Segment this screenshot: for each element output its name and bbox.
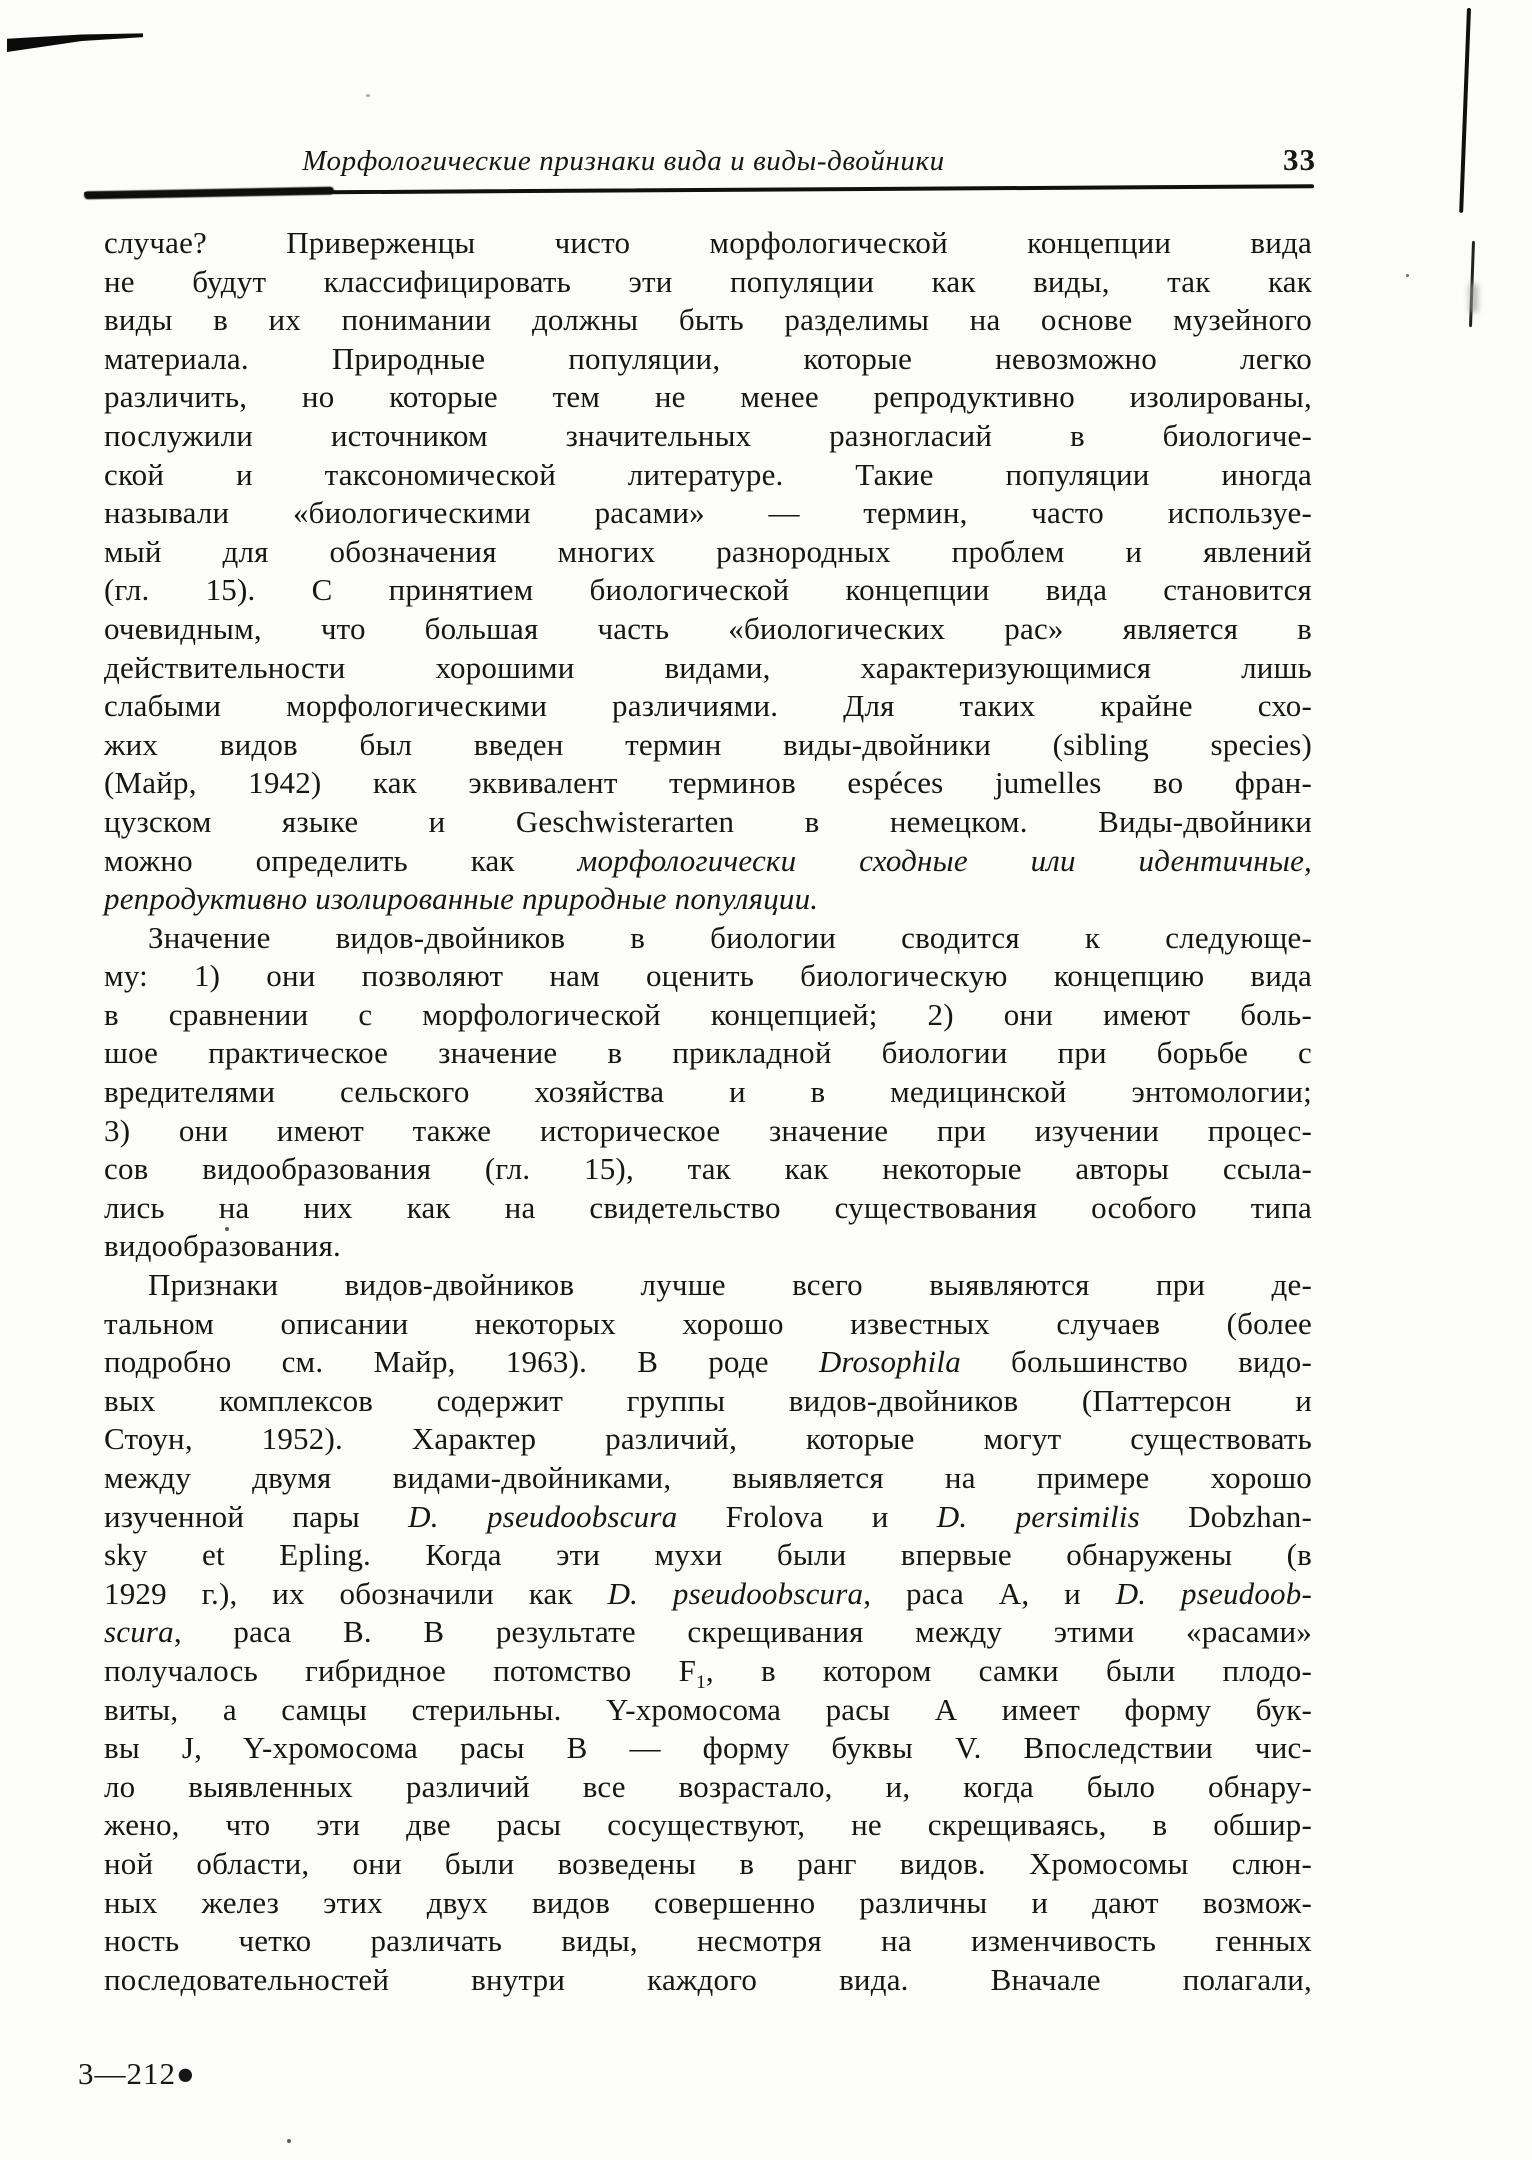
- running-head-title: Морфологические признаки вида и виды-двойники: [302, 145, 945, 177]
- scan-artifact-speck: [287, 2139, 291, 2143]
- text-segment: вредителями сельского хозяйства и в медицинской энтомологии;: [104, 1074, 1312, 1110]
- text-segment: тальном описании некоторых хорошо известных случаев (более: [104, 1305, 1312, 1341]
- text-line: [104, 610, 1312, 649]
- text-segment: получалось гибридное потомство F: [104, 1652, 697, 1688]
- text-line: [104, 957, 1312, 996]
- text-segment: большинство видо-: [960, 1344, 1312, 1380]
- text-segment: , раса А, и: [863, 1575, 1116, 1611]
- text-line: [104, 687, 1312, 726]
- scan-artifact-smudge: [1469, 284, 1478, 312]
- text-segment: действительности хорошими видами, характеризующимися лишь: [104, 649, 1312, 685]
- text-line: [104, 1073, 1312, 1112]
- text-segment: лись на них как на свидетельство существования особого типа: [104, 1189, 1312, 1225]
- text-segment: не будут классифицировать эти популяции как виды, так как: [104, 263, 1312, 299]
- text-segment: 1: [696, 1672, 706, 1694]
- text-segment: му: 1) они позволяют нам оценить биологическую концепцию вида: [104, 958, 1312, 994]
- text-segment: (Майр, 1942) как эквивалент терминов espéces jumelles во фран-: [104, 765, 1312, 801]
- text-line: [104, 571, 1312, 610]
- text-line: [104, 263, 1312, 302]
- text-line: [104, 996, 1312, 1035]
- text-line: [104, 1150, 1312, 1189]
- text-segment: Значение видов-двойников в биологии сводится к следующе-: [148, 919, 1312, 955]
- text-line: [104, 764, 1312, 803]
- header-rule: [84, 184, 1314, 196]
- text-line: [104, 456, 1312, 495]
- text-segment: scura: [104, 1614, 174, 1650]
- text-line: [104, 919, 1312, 958]
- text-line: [104, 1112, 1312, 1151]
- text-segment: ло выявленных различий все возрастало, и, когда было обнару-: [104, 1768, 1312, 1804]
- text-line: [104, 1382, 1312, 1421]
- text-segment: ской и таксономической литературе. Такие популяции иногда: [104, 456, 1312, 492]
- text-segment: ность четко различать виды, несмотря на изменчивость генных: [104, 1923, 1312, 1959]
- text-segment: жено, что эти две расы сосуществуют, не скрещиваясь, в обшир-: [104, 1807, 1312, 1843]
- text-line: [104, 1922, 1312, 1961]
- text-segment: вых комплексов содержит группы видов-двойников (Паттерсон и: [104, 1382, 1312, 1418]
- text-segment: ных желез этих двух видов совершенно различны и дают возмож-: [104, 1884, 1312, 1920]
- text-segment: очевидным, что большая часть «биологических рас» является в: [104, 610, 1312, 646]
- text-segment: случае? Приверженцы чисто морфологической концепции вида: [104, 225, 1312, 260]
- page-header: [104, 142, 1316, 178]
- text-line: [104, 1729, 1312, 1768]
- scan-artifact-page-edge-line: [1459, 8, 1471, 213]
- text-segment: слабыми морфологическими различиями. Для таких крайне схо-: [104, 688, 1312, 724]
- text-segment: мый для обозначения многих разнородных проблем и явлений: [104, 533, 1312, 569]
- text-line: [104, 1343, 1312, 1382]
- text-segment: Стоун, 1952). Характер различий, которые могут существовать: [104, 1421, 1312, 1457]
- text-line: [104, 1034, 1312, 1073]
- text-segment: жих видов был введен термин виды-двойники (sibling species): [104, 726, 1312, 762]
- text-line: [104, 1459, 1312, 1498]
- text-segment: D. persimilis: [936, 1498, 1140, 1534]
- text-segment: сов видообразования (гл. 15), так как некоторые авторы ссыла-: [104, 1151, 1312, 1187]
- text-line: [104, 1884, 1312, 1923]
- text-segment: 3) они имеют также историческое значение при изучении процес-: [104, 1112, 1312, 1148]
- text-segment: sky et Epling. Когда эти мухи были впервые обнаружены (в: [104, 1537, 1312, 1573]
- text-line: [104, 1536, 1312, 1575]
- text-line: [104, 1498, 1312, 1537]
- text-line: [104, 649, 1312, 688]
- text-segment: D. pseudoob-: [1115, 1575, 1312, 1611]
- text-line: [104, 880, 1312, 919]
- text-line: [104, 1613, 1312, 1652]
- text-segment: D. pseudoobscura: [408, 1498, 678, 1534]
- text-line: [104, 1652, 1312, 1694]
- text-segment: видообразования.: [104, 1228, 341, 1264]
- text-segment: Dobzhan-: [1139, 1498, 1313, 1534]
- text-segment: морфологически сходные или идентичные,: [577, 842, 1312, 878]
- text-segment: D. pseudoobscura: [607, 1575, 864, 1611]
- text-segment: , раса В. В результате скрещивания между этими «расами»: [173, 1614, 1312, 1650]
- text-line: [104, 1691, 1312, 1730]
- text-segment: Frolova и: [677, 1498, 937, 1534]
- text-segment: между двумя видами-двойниками, выявляется на примере хорошо: [104, 1460, 1312, 1495]
- page-body: [104, 224, 1312, 1999]
- text-line: [104, 803, 1312, 842]
- text-segment: в сравнении с морфологической концепцией; 2) они имеют боль-: [104, 996, 1312, 1032]
- text-line: [104, 494, 1312, 533]
- text-segment: виды в их понимании должны быть разделимы на основе музейного: [104, 302, 1312, 338]
- scan-artifact-ink-streak: [7, 33, 143, 52]
- text-line: [104, 301, 1312, 340]
- text-line: [104, 1575, 1312, 1614]
- text-segment: репродуктивно изолированные природные популяции.: [104, 881, 819, 917]
- text-segment: виты, а самцы стерильны. Y-хромосома расы А имеет форму бук-: [104, 1691, 1312, 1727]
- text-line: [104, 1806, 1312, 1845]
- text-segment: цузском языке и Geschwisterarten в немецком. Виды-двойники: [104, 803, 1312, 839]
- text-segment: , в котором самки были плодо-: [705, 1652, 1312, 1688]
- page-number: 33: [1283, 142, 1316, 177]
- text-line: [104, 1266, 1312, 1305]
- text-line: [104, 340, 1312, 379]
- text-segment: различить, но которые тем не менее репродуктивно изолированы,: [104, 379, 1312, 415]
- text-line: [104, 1845, 1312, 1884]
- text-line: [104, 1227, 1312, 1266]
- scan-artifact-speck: [1406, 274, 1409, 277]
- text-line: [104, 1961, 1312, 2000]
- print-signature: 3—212●: [78, 2056, 196, 2091]
- text-line: [104, 726, 1312, 765]
- text-segment: материала. Природные популяции, которые невозможно легко: [104, 340, 1312, 376]
- text-line: [104, 417, 1312, 456]
- text-line: [104, 842, 1312, 881]
- text-segment: ной области, они были возведены в ранг видов. Хромосомы слюн-: [104, 1845, 1312, 1881]
- text-segment: вы J, Y-хромосома расы В — форму буквы V. Впоследствии чис-: [104, 1730, 1312, 1766]
- text-segment: подробно см. Майр, 1963). В роде: [104, 1344, 819, 1380]
- text-line: [104, 533, 1312, 572]
- scan-artifact-speck: [366, 94, 370, 97]
- text-segment: изученной пары: [104, 1498, 409, 1534]
- text-segment: шое практическое значение в прикладной биологии при борьбе с: [104, 1035, 1312, 1071]
- text-segment: можно определить как: [104, 842, 578, 878]
- text-segment: Drosophila: [818, 1344, 961, 1380]
- text-line: [104, 378, 1312, 417]
- text-segment: последовательностей внутри каждого вида. Вначале полагали,: [104, 1961, 1312, 1997]
- text-segment: 1929 г.), их обозначили как: [104, 1575, 608, 1611]
- text-segment: называли «биологическими расами» — термин, часто используе-: [104, 495, 1312, 531]
- text-line: [104, 224, 1312, 263]
- text-segment: Признаки видов-двойников лучше всего выявляются при де-: [148, 1267, 1312, 1303]
- text-line: [104, 1420, 1312, 1459]
- text-line: [104, 1189, 1312, 1228]
- text-line: [104, 1305, 1312, 1344]
- text-segment: (гл. 15). С принятием биологической концепции вида становится: [104, 572, 1312, 608]
- text-line: [104, 1768, 1312, 1807]
- text-segment: послужили источником значительных разногласий в биологиче-: [104, 417, 1312, 453]
